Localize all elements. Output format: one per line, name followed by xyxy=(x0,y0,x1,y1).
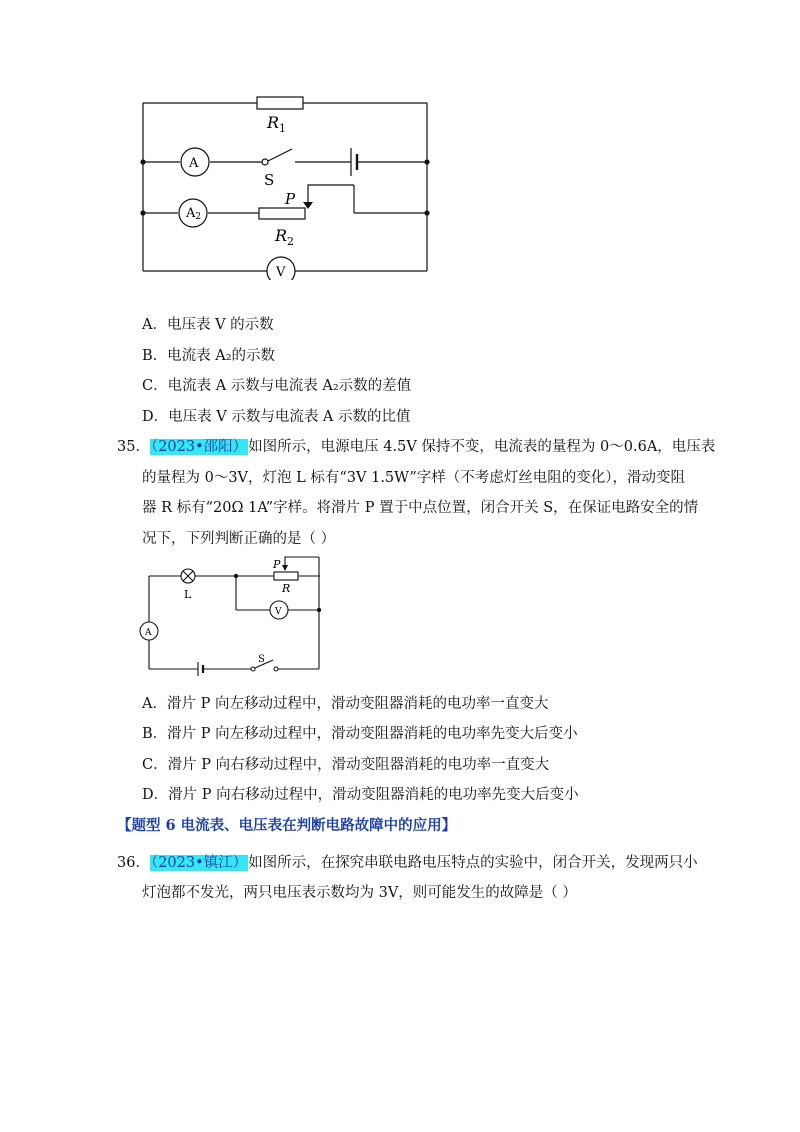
q34-option-c: C．电流表 A 示数与电流表 A₂示数的差值 xyxy=(142,378,412,394)
q36-source-badge: （2023•镇江） xyxy=(150,855,248,871)
q35-line-2: 的量程为 0～3V，灯泡 L 标有“3V 1.5W”字样（不考虑灯丝电阻的变化），滑动变阻 xyxy=(142,470,685,486)
ammeter-label: A xyxy=(145,628,152,638)
r2-label: $R_2$ xyxy=(275,226,295,248)
q35-source-badge: （2023•邵阳） xyxy=(150,439,248,455)
switch-label: S xyxy=(264,171,275,189)
q35-option-c: C．滑片 P 向右移动过程中，滑动变阻器消耗的电功率一直变大 xyxy=(142,757,550,773)
q35-line-1: 35．（2023•邵阳）如图所示，电源电压 4.5V 保持不变，电流表的量程为 0～0.6A，电压表 xyxy=(117,439,716,455)
q35-line-3: 器 R 标有“20Ω 1A”字样。将滑片 P 置于中点位置，闭合开关 S，在保证电路安全的情 xyxy=(142,500,699,516)
q34-option-a: A．电压表 V 的示数 xyxy=(142,317,274,333)
switch-s-label: S xyxy=(258,654,265,665)
q35-option-d: D．滑片 P 向右移动过程中，滑动变阻器消耗的电功率先变大后变小 xyxy=(142,787,579,803)
circuit-figure-1 xyxy=(130,90,440,280)
q35-option-a: A．滑片 P 向左移动过程中，滑动变阻器消耗的电功率一直变大 xyxy=(142,696,549,712)
circuit-figure-2 xyxy=(130,552,330,677)
q34-option-d: D．电压表 V 示数与电流表 A 示数的比值 xyxy=(142,409,411,425)
q35-line-4: 况下，下列判断正确的是（ ） xyxy=(142,531,336,547)
r1-label: $R_1$ xyxy=(267,113,287,135)
q36-line-1: 36．（2023•镇江）如图所示，在探究串联电路电压特点的实验中，闭合开关，发现两只小 xyxy=(117,855,698,871)
slider-label: P xyxy=(285,190,296,208)
q35-option-b: B．滑片 P 向左移动过程中，滑动变阻器消耗的电功率先变大后变小 xyxy=(142,726,578,742)
rheostat-label: R xyxy=(282,582,291,595)
q34-option-b: B．电流表 A₂的示数 xyxy=(142,348,276,364)
lamp-label: L xyxy=(184,588,192,601)
ammeter-a-label: A xyxy=(189,156,199,171)
slider-p-label: P xyxy=(273,558,281,571)
voltmeter-v-label: V xyxy=(275,607,282,617)
voltmeter-label: V xyxy=(276,265,286,280)
ammeter-a2-label: A2 xyxy=(186,206,202,222)
q36-line-2: 灯泡都不发光，两只电压表示数均为 3V，则可能发生的故障是（ ） xyxy=(142,885,577,901)
section-heading: 【题型 6 电流表、电压表在判断电路故障中的应用】 xyxy=(117,817,457,834)
